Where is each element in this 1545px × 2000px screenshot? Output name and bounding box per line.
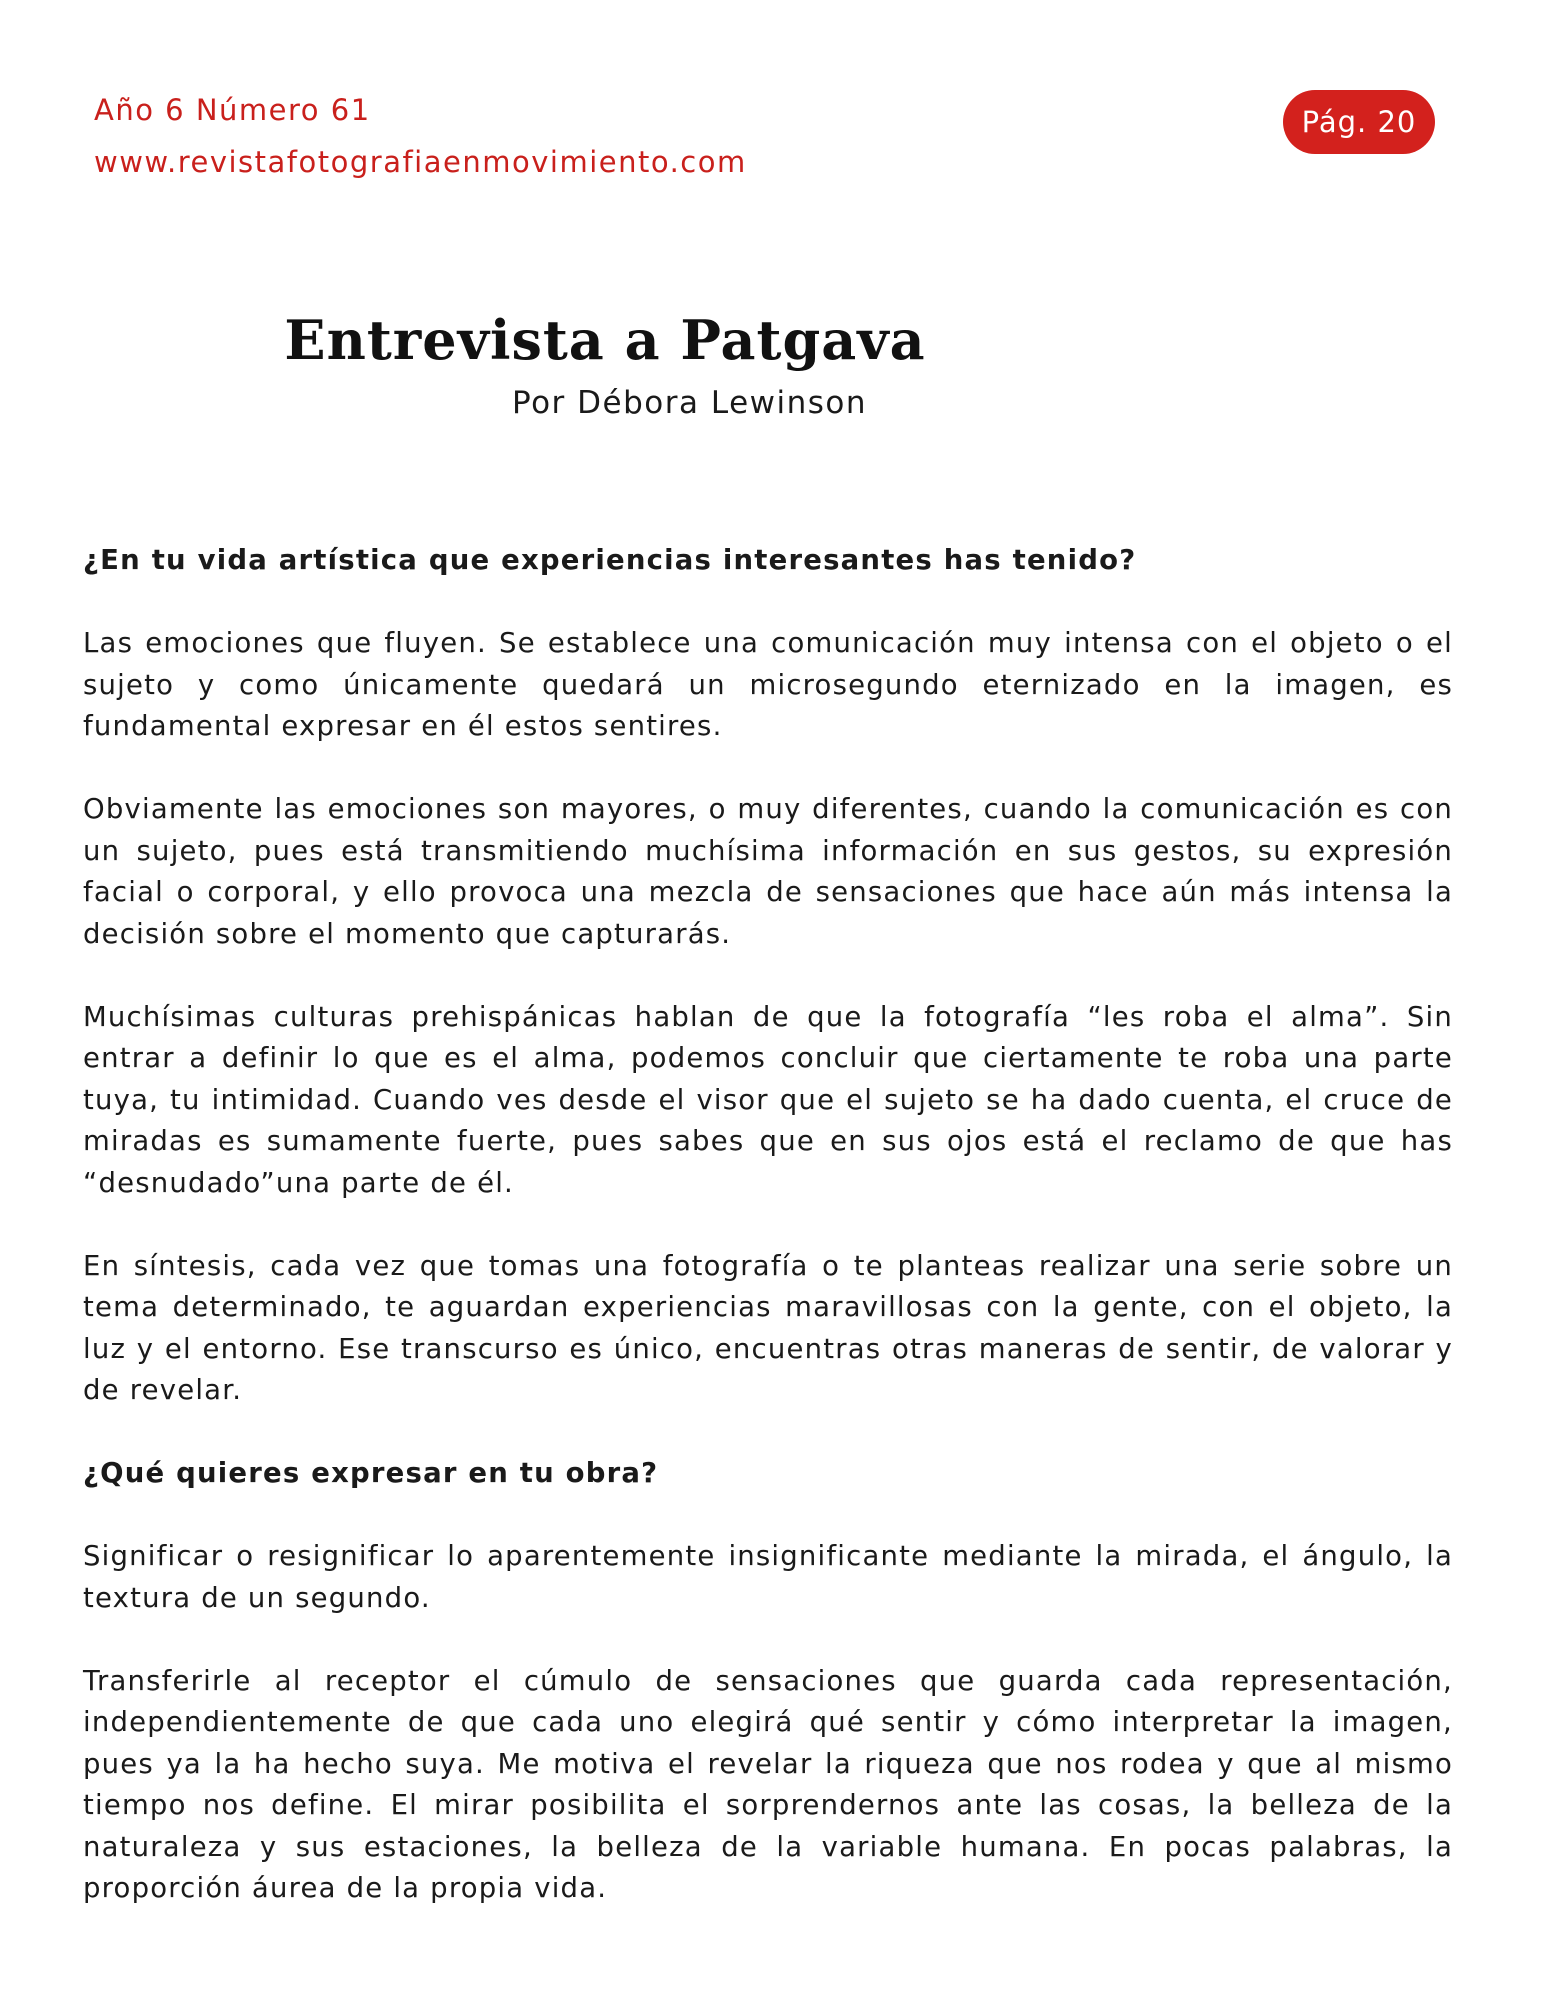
issue-header	[94, 84, 747, 188]
question-heading: ¿En tu vida artística que experiencias interesantes has tenido?	[83, 544, 1137, 576]
answer-paragraph: Muchísimas culturas prehispánicas hablan de que la fotografía “les roba el alma”. Sin entrar a definir lo que es el alma, podemos concluir que ciertamente te roba una parte tuya, tu intimidad. Cuando ves desde el visor que el sujeto se ha dado cuenta, el cruce de miradas es sumamente fuerte, pues sabes que en sus ojos está el reclamo de que has “desnudado”una parte de él.	[83, 1000, 1453, 1199]
article-title: Entrevista a Patgava	[284, 308, 926, 372]
answer-paragraph: En síntesis, cada vez que tomas una fotografía o te planteas realizar una serie sobre un tema determinado, te aguardan experiencias maravillosas con la gente, con el objeto, la luz y el entorno. Ese transcurso es único, encuentras otras maneras de sentir, de valorar y de revelar.	[83, 1249, 1453, 1406]
issue-number: Año 6 Número 61	[94, 93, 371, 127]
website-link[interactable]: www.revistafotografiaenmovimiento.com	[94, 145, 747, 179]
answer-paragraph: Obviamente las emociones son mayores, o muy diferentes, cuando la comunicación es con un sujeto, pues está transmitiendo muchísima información en sus gestos, su expresión facial o corporal, y ello provoca una mezcla de sensaciones que hace aún más intensa la decisión sobre el momento que capturarás.	[83, 793, 1453, 950]
answer-paragraph: Transferirle al receptor el cúmulo de sensaciones que guarda cada representación, independientemente de que cada uno elegirá qué sentir y cómo interpretar la imagen, pues ya la ha hecho suya. Me motiva el revelar la riqueza que nos rodea y que al mismo tiempo nos define. El mirar posibilita el sorprendernos ante las cosas, la belleza de la naturaleza y sus estaciones, la belleza de la variable humana. En pocas palabras, la proporción áurea de la propia vida.	[83, 1664, 1453, 1904]
answer-paragraph: Las emociones que fluyen. Se establece una comunicación muy intensa con el objeto o el sujeto y como únicamente quedará un microsegundo eternizado en la imagen, es fundamental expresar en él estos sentires.	[83, 627, 1453, 742]
article-byline: Por Débora Lewinson	[512, 385, 868, 421]
answer-paragraph: Significar o resignificar lo aparentemente insignificante mediante la mirada, el ángulo, la textura de un segundo.	[83, 1540, 1453, 1614]
question-heading: ¿Qué quieres expresar en tu obra?	[83, 1457, 659, 1489]
page-number-badge: Pág. 20	[1283, 90, 1435, 154]
article-body	[83, 540, 1453, 1951]
